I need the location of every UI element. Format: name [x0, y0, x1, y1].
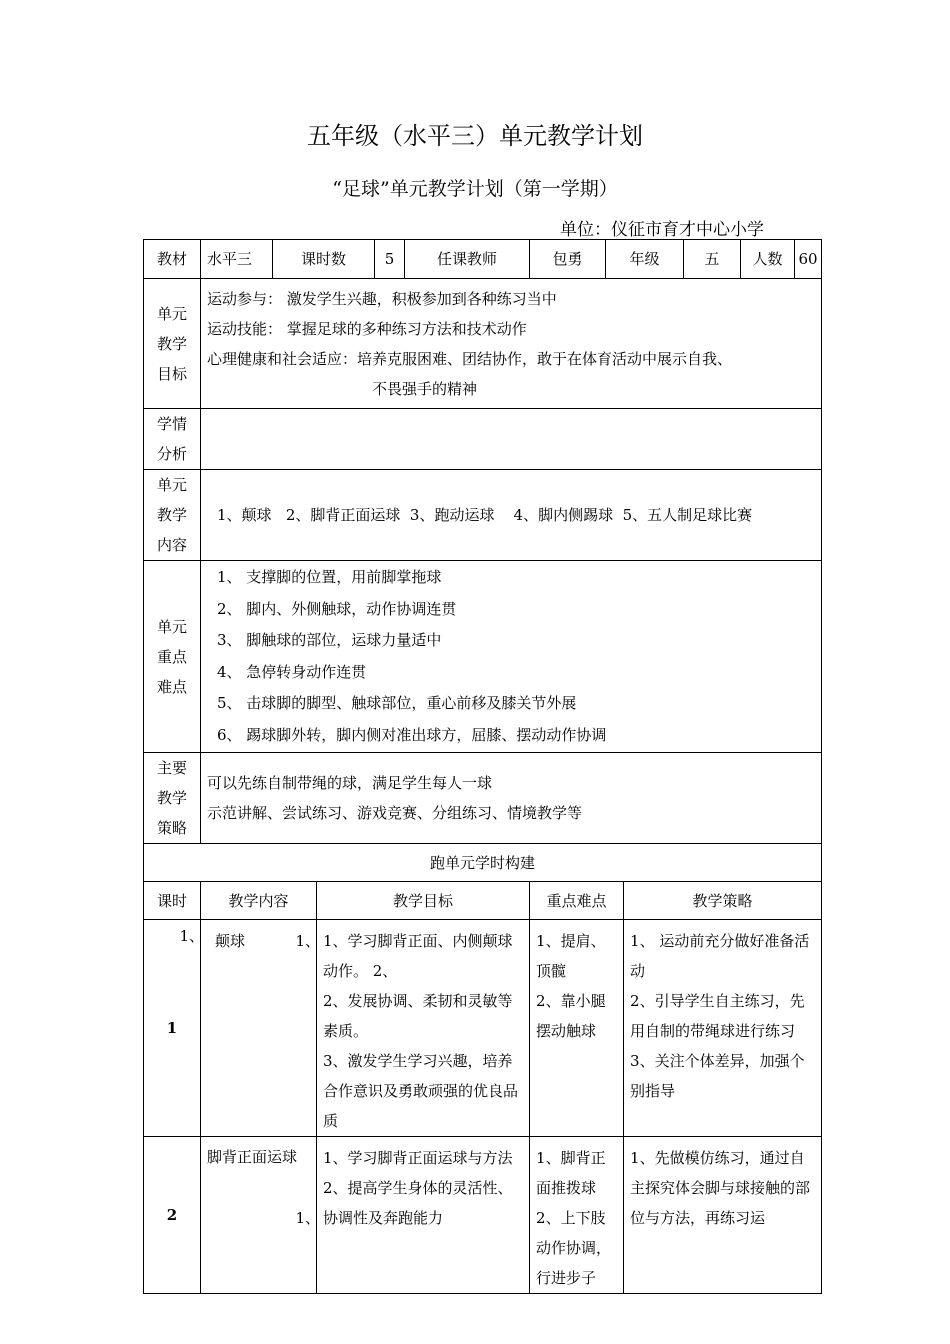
- goal-line: 运动参与： 激发学生兴趣，积极参加到各种练习当中: [207, 289, 557, 308]
- grade-label: 年级: [606, 240, 684, 279]
- strategy-label: 主要 教学 策略: [144, 753, 201, 844]
- school-unit: 单位：仪征市育才中心小学: [560, 220, 764, 240]
- strategy-text: [201, 753, 822, 844]
- col-header-key: 重点难点: [530, 882, 624, 920]
- goals-text: [201, 279, 822, 409]
- lesson-header-row: [144, 882, 822, 920]
- lesson-content-suffix: 1、: [295, 932, 320, 950]
- analysis-row: [144, 409, 822, 470]
- strategy-row: [144, 753, 822, 844]
- page-title: 五年级（水平三）单元教学计划: [307, 122, 643, 150]
- keypoint-line: 1、 支撑脚的位置，用前脚掌拖球: [217, 568, 442, 586]
- section-title-row: [144, 844, 822, 882]
- jiaocai-label: 教材: [144, 240, 201, 279]
- keypoint-line: 6、 踢球脚外转，脚内侧对准出球方，屈膝、摆动动作协调: [217, 725, 607, 744]
- col-header-goals: 教学目标: [317, 882, 530, 920]
- strategy-line: 可以先练自制带绳的球，满足学生每人一球: [207, 774, 493, 792]
- lesson-content: 脚背正面运球 1、: [201, 1137, 317, 1294]
- lesson-key: 1、脚背正面推拨球 2、上下肢动作协调，行进步子: [530, 1137, 624, 1294]
- teacher-label: 任课教师: [405, 240, 530, 279]
- content-row: [144, 470, 822, 561]
- col-header-strategy: 教学策略: [624, 882, 822, 920]
- strategy-line: 示范讲解、尝试练习、游戏竞赛、分组练习、情境教学等: [207, 804, 583, 822]
- keypoints-text: [201, 561, 822, 753]
- lesson-goals: 1、学习脚背正面运球与方法 2、提高学生身体的灵活性、协调性及奔跑能力: [317, 1137, 530, 1294]
- keypoint-line: 5、 击球脚的脚型、触球部位，重心前移及膝关节外展: [217, 694, 577, 712]
- grade-value: 五: [684, 240, 741, 279]
- col-header-lesson: 课时: [144, 882, 201, 920]
- keypoint-line: 4、 急停转身动作连贯: [217, 662, 367, 681]
- goals-label: 单元 教学 目标: [144, 279, 201, 409]
- teacher-value: 包勇: [530, 240, 606, 279]
- lesson-content-suffix: 1、: [295, 1209, 320, 1227]
- goal-line: 不畏强手的精神: [372, 379, 478, 398]
- keshi-label: 课时数: [273, 240, 375, 279]
- page-subtitle: “足球”单元教学计划（第一学期）: [332, 178, 618, 200]
- keypoint-line: 3、 脚触球的部位，运球力量适中: [217, 631, 442, 649]
- lesson-goals: 1、学习脚背正面、内侧颠球动作。 2、 2、发展协调、柔韧和灵敏等素质。 3、激发学生学习兴趣，培养合作意识及勇敢顽强的优良品质: [317, 920, 530, 1137]
- people-value: 60: [798, 250, 818, 268]
- goal-line: 运动技能： 掌握足球的多种练习方法和技术动作: [207, 319, 527, 338]
- info-row: [144, 240, 822, 279]
- keypoints-label: 单元 重点 难点: [144, 561, 201, 753]
- content-label: 单元 教学 内容: [144, 470, 201, 561]
- lesson-row: [144, 920, 822, 1137]
- jiaocai-value: 水平三: [201, 240, 273, 279]
- col-header-content: 教学内容: [201, 882, 317, 920]
- lesson-strategy: 1、 运动前充分做好准备活动 2、引导学生自主练习，先用自制的带绳球进行练习 3、关注个体差异，加强个别指导: [624, 920, 822, 1137]
- unit-plan-table: [143, 239, 822, 1294]
- section-title: 跑单元学时构建: [144, 844, 822, 882]
- lesson-number: 2: [144, 1137, 201, 1294]
- goals-row: [144, 279, 822, 409]
- people-cell: [741, 240, 822, 279]
- lesson-row: [144, 1137, 822, 1294]
- analysis-text: [201, 409, 822, 470]
- analysis-label: 学情 分析: [144, 409, 201, 470]
- lesson-strategy: 1、先做模仿练习，通过自主探究体会脚与球接触的部位与方法，再练习运: [624, 1137, 822, 1294]
- content-text: 1、颠球 2、脚背正面运球 3、跑动运球 4、脚内侧踢球 5、五人制足球比赛: [201, 470, 822, 561]
- lesson-key: 1、提肩、顶髋 2、靠小腿摆动触球: [530, 920, 624, 1137]
- lesson-num-prefix: 1、: [179, 927, 204, 945]
- lesson-content: 颠球 1、: [201, 920, 317, 1137]
- keshi-value: 5: [375, 240, 405, 279]
- keypoints-row: [144, 561, 822, 753]
- keypoint-line: 2、 脚内、外侧触球，动作协调连贯: [217, 599, 457, 618]
- goal-line: 心理健康和社会适应：培养克服困难、团结协作，敢于在体育活动中展示自我、: [207, 349, 733, 368]
- people-label: 人数: [741, 240, 795, 278]
- lesson-number: 1、 1: [144, 920, 201, 1137]
